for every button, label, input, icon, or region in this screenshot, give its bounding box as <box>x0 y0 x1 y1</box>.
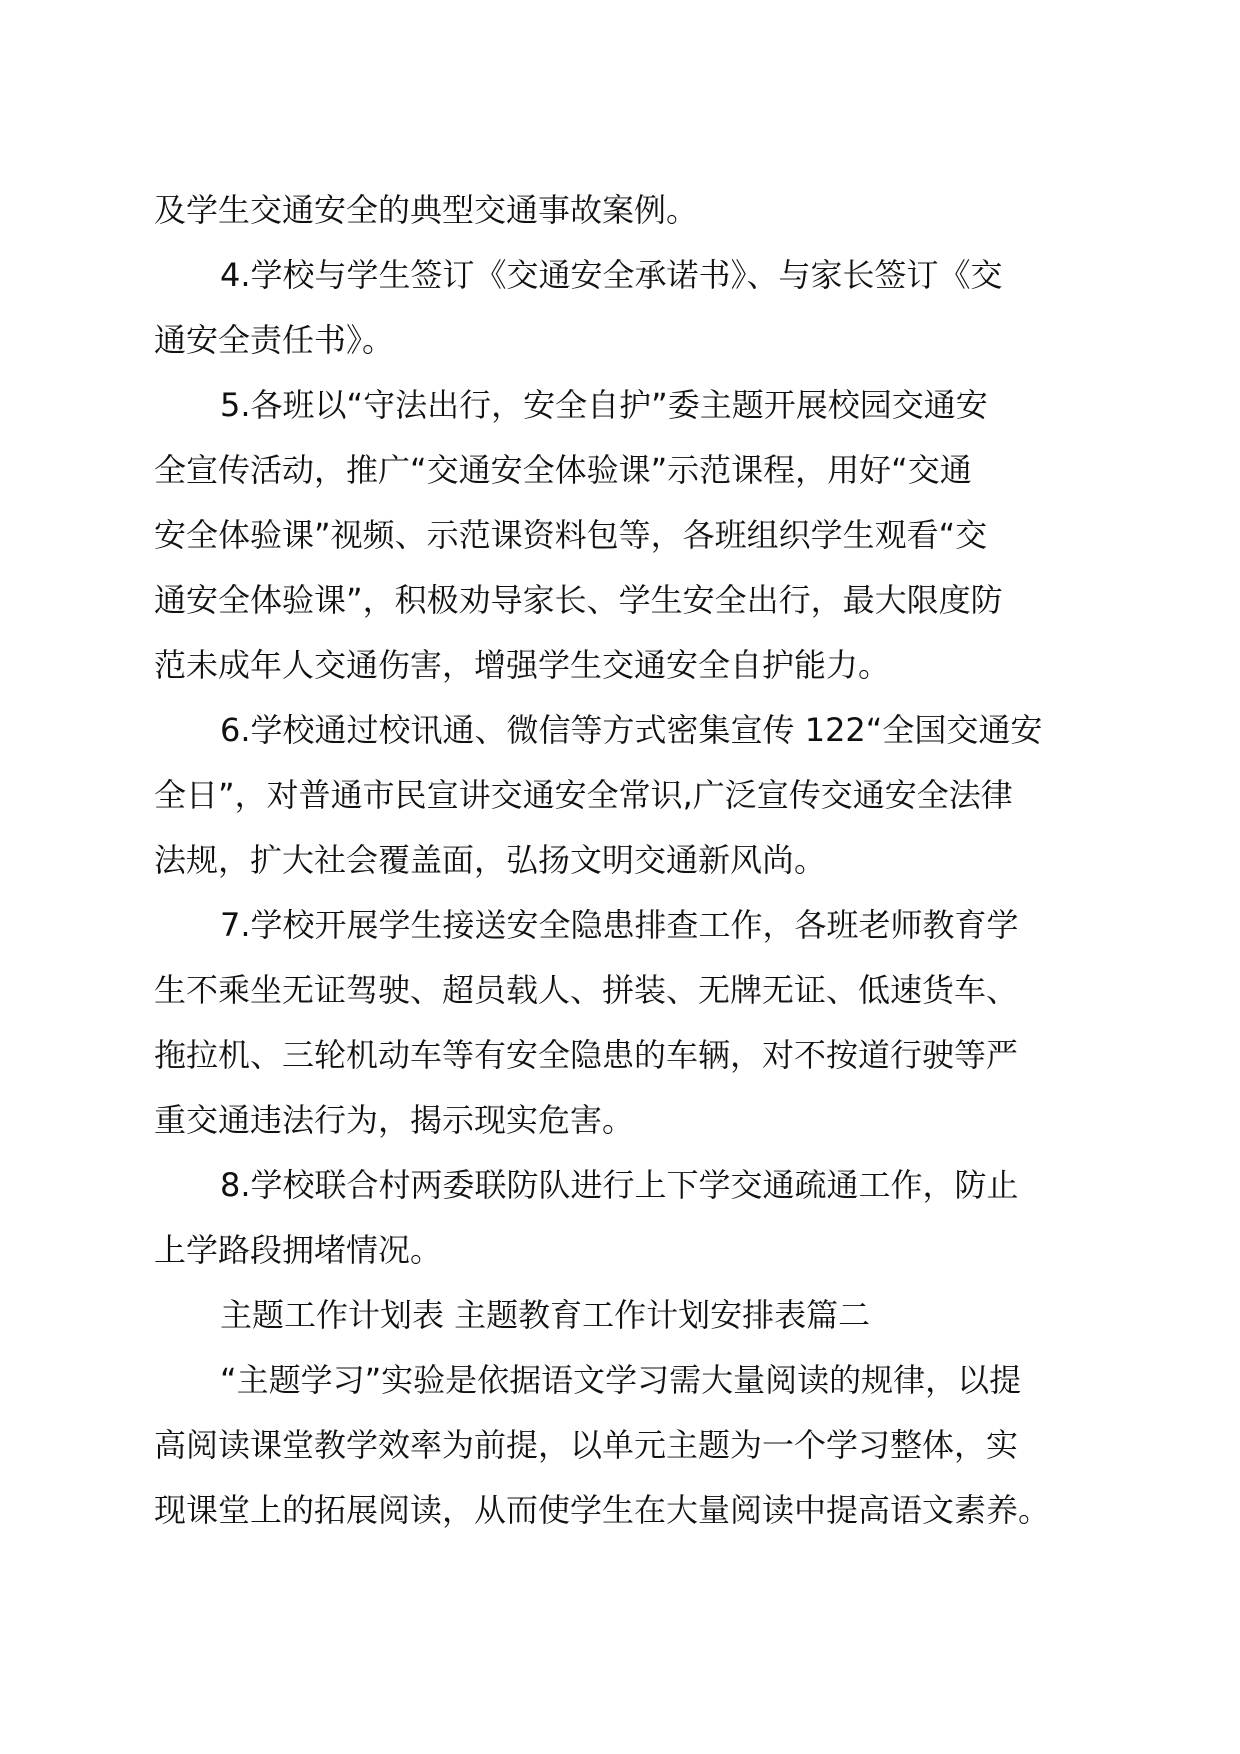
paragraph-item-4 <box>154 243 1094 373</box>
text-line: 全宣传活动，推广“交通安全体验课”示范课程，用好“交通 <box>154 451 972 489</box>
text-line: 7.学校开展学生接送安全隐患排查工作，各班老师教育学 <box>220 906 1019 944</box>
document-body <box>154 178 1094 1543</box>
paragraph-item-5 <box>154 373 1094 698</box>
text-line: 8.学校联合村两委联防队进行上下学交通疏通工作，防止 <box>220 1166 1019 1204</box>
text-line: 范未成年人交通伤害，增强学生交通安全自护能力。 <box>154 646 891 684</box>
heading-line: 主题工作计划表 主题教育工作计划安排表篇二 <box>220 1296 871 1334</box>
text-line: 6.学校通过校讯通、微信等方式密集宣传 122“全国交通安 <box>220 711 1043 749</box>
text-line: 5.各班以“守法出行，安全自护”委主题开展校园交通安 <box>220 386 988 424</box>
text-line: 法规，扩大社会覆盖面，弘扬文明交通新风尚。 <box>154 841 827 879</box>
text-line: 生不乘坐无证驾驶、超员载人、拼装、无牌无证、低速货车、 <box>154 971 1019 1009</box>
text-line: 重交通违法行为，揭示现实危害。 <box>154 1101 635 1139</box>
paragraph-item-8 <box>154 1153 1094 1283</box>
text-line: 现课堂上的拓展阅读，从而使学生在大量阅读中提高语文素养。 <box>154 1491 1051 1529</box>
paragraph-item-6 <box>154 698 1094 893</box>
text-line: 及学生交通安全的典型交通事故案例。 <box>154 191 699 229</box>
paragraph-item-7 <box>154 893 1094 1153</box>
text-line: 拖拉机、三轮机动车等有安全隐患的车辆，对不按道行驶等严 <box>154 1036 1019 1074</box>
text-line: 全日”，对普通市民宣讲交通安全常识,广泛宣传交通安全法律 <box>154 776 1013 814</box>
text-line: 4.学校与学生签订《交通安全承诺书》、与家长签订《交 <box>220 256 1003 294</box>
text-line: 高阅读课堂教学效率为前提，以单元主题为一个学习整体，实 <box>154 1426 1019 1464</box>
text-line: 安全体验课”视频、示范课资料包等，各班组织学生观看“交 <box>154 516 988 554</box>
paragraph-continuation <box>154 178 1094 243</box>
text-line: “主题学习”实验是依据语文学习需大量阅读的规律，以提 <box>220 1361 1022 1399</box>
paragraph-intro <box>154 1348 1094 1543</box>
section-heading <box>154 1283 1094 1348</box>
text-line: 通安全责任书》。 <box>154 321 395 359</box>
text-line: 通安全体验课”，积极劝导家长、学生安全出行，最大限度防 <box>154 581 1003 619</box>
text-line: 上学路段拥堵情况。 <box>154 1231 443 1269</box>
